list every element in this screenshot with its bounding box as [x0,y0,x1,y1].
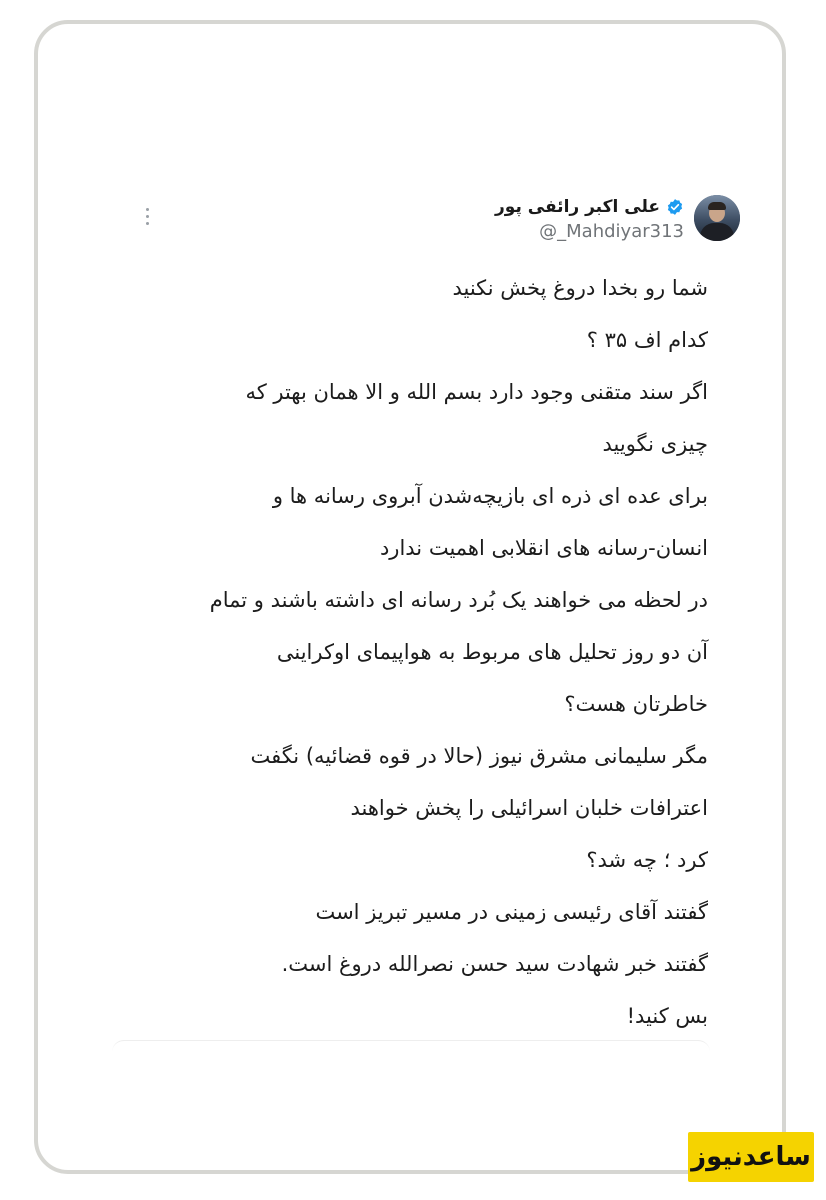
tweet-text-line: بس کنید! [626,1004,708,1028]
watermark-logo [688,1132,814,1182]
tweet-text-line: مگر سلیمانی مشرق نیوز (حالا در قوه قضائیه) نگفت [250,744,708,768]
author-name[interactable]: علی اکبر رائفی پور [495,197,660,217]
tweet-text-line: اعترافات خلبان اسرائیلی را پخش خواهند [350,796,708,820]
tweet-text-line: آن دو روز تحلیل های مربوط به هواپیمای اوکراینی [276,640,708,664]
tweet-text-line: در لحظه می خواهند یک بُرد رسانه ای داشته باشند و تمام [209,588,708,612]
tweet-text-line: کدام اف ۳۵ ؟ [586,328,708,352]
tweet-text-line: شما رو بخدا دروغ پخش نکنید [452,276,708,300]
tweet-body [108,262,708,1042]
author-name-row [495,197,684,217]
tweet-text-line: اگر سند متقنی وجود دارد بسم الله و الا همان بهتر که [245,380,708,404]
tweet-header [132,193,692,255]
tweet-text-line: گفتند آقای رئیسی زمینی در مسیر تبریز است [315,900,708,924]
watermark-text: ساعدنیوز [691,1142,811,1172]
tweet-text-line: انسان-رسانه های انقلابی اهمیت ندارد [379,536,708,560]
tweet-footer-divider [112,1040,710,1053]
author-handle[interactable]: @_Mahdiyar313 [539,221,684,242]
tweet-text-line: چیزی نگویید [602,432,708,456]
tweet-text-line: برای عده ای ذره ای بازیچه‌شدن آبروی رسانه ها و [272,484,708,508]
verified-badge-icon [666,198,684,216]
tweet-text-line: کرد ؛ چه شد؟ [586,848,708,872]
tweet-text-line: خاطرتان هست؟ [564,692,708,716]
avatar[interactable] [694,195,740,241]
tweet-text-line: گفتند خبر شهادت سید حسن نصرالله دروغ است. [281,952,708,976]
